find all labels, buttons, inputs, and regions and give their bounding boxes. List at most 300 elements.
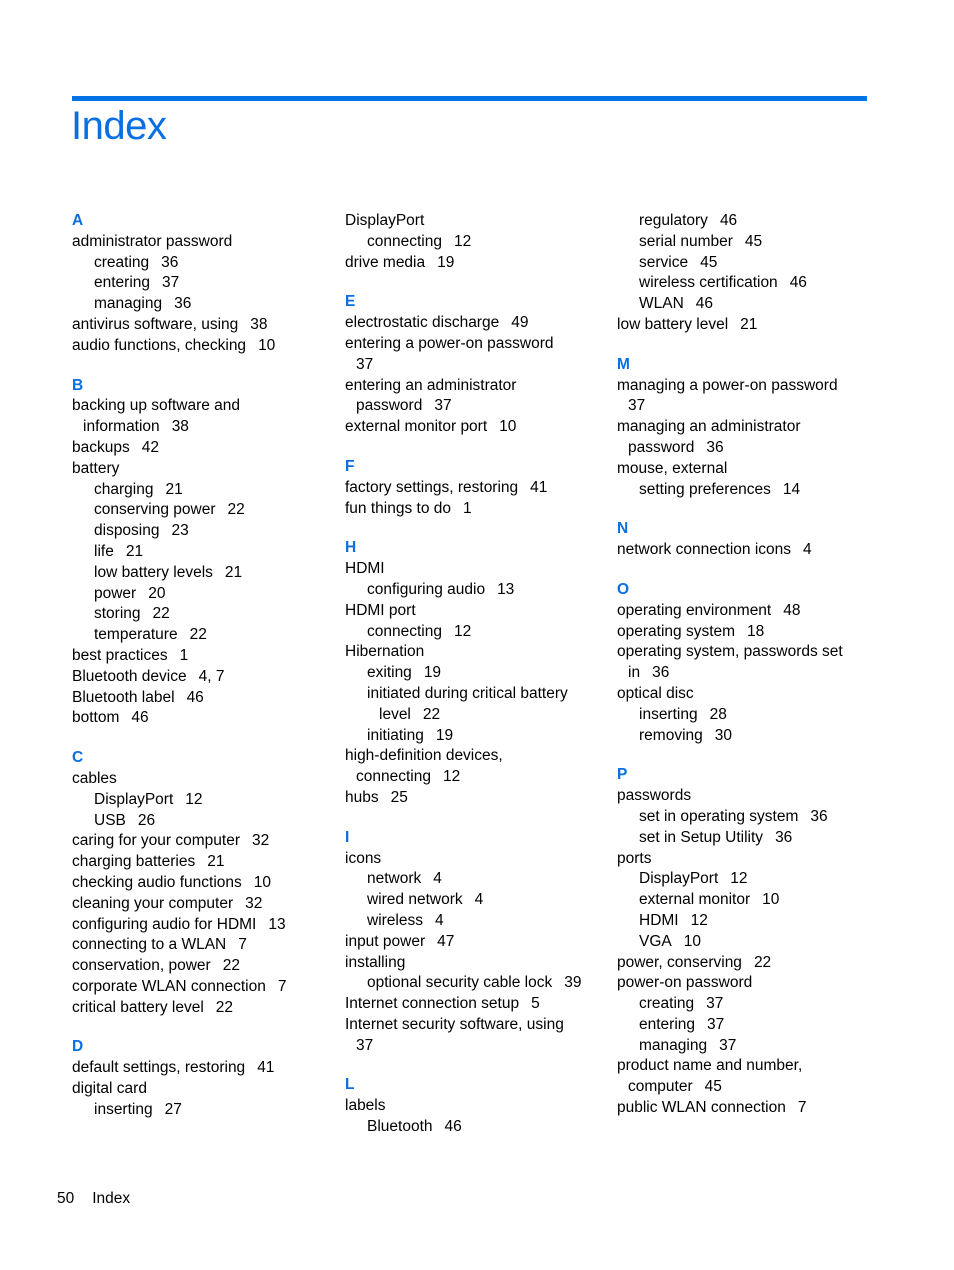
page-ref[interactable]: 46 (719, 212, 738, 229)
entry-term: passwords (617, 787, 692, 805)
index-subentry (617, 911, 877, 932)
index-subentry (617, 211, 877, 232)
index-entry (617, 786, 877, 807)
page-ref[interactable]: 39 (564, 974, 582, 992)
index-entry (72, 667, 322, 688)
index-entry (72, 998, 322, 1019)
entry-term: inserting (94, 1100, 153, 1118)
index-entry (345, 376, 605, 397)
entry-term: removing (639, 726, 703, 744)
page-number: 50 (57, 1190, 75, 1207)
entry-term: best practices (72, 646, 168, 664)
page-ref[interactable]: 48 (783, 601, 801, 619)
entry-term: operating system (617, 622, 736, 640)
index-subentry (617, 890, 877, 911)
section-gap (617, 561, 877, 580)
index-entry (345, 788, 605, 809)
entry-term: checking audio functions (72, 873, 242, 891)
index-entry (617, 376, 877, 397)
entry-term: information (83, 418, 160, 436)
footer-label: Index (92, 1190, 131, 1207)
index-subentry (617, 726, 877, 747)
index-entry (617, 642, 877, 663)
entry-term: backups (72, 438, 130, 456)
page-ref[interactable]: 21 (125, 542, 144, 560)
entry-term: drive media (345, 253, 426, 271)
page-ref[interactable]: 28 (709, 705, 727, 723)
page-ref[interactable]: 41 (257, 1059, 275, 1077)
index-subentry (617, 932, 877, 953)
entry-term: labels (345, 1097, 386, 1115)
index-entry (345, 417, 605, 438)
page-ref[interactable]: 1 (463, 499, 472, 517)
entry-term: VGA (639, 932, 672, 950)
page-ref[interactable]: 49 (511, 314, 529, 332)
entry-term: password (356, 397, 423, 415)
page-ref[interactable]: 12 (690, 911, 708, 929)
page-ref[interactable]: 38 (171, 418, 189, 436)
entry-term: entering (639, 1015, 696, 1033)
page-ref[interactable]: 4, 7 (198, 667, 225, 685)
page-ref[interactable]: 22 (227, 501, 245, 519)
page-ref[interactable]: 12 (730, 870, 748, 888)
entry-term: operating system, passwords set (617, 643, 843, 661)
entry-term: factory settings, restoring (345, 478, 519, 496)
index-subentry (72, 500, 322, 521)
index-subentry (345, 1117, 605, 1138)
entry-term: hubs (345, 788, 379, 806)
entry-term: icons (345, 849, 382, 867)
index-entry (345, 746, 605, 767)
index-subentry (617, 828, 877, 849)
section-letter: B (72, 376, 84, 394)
section-gap (345, 438, 605, 457)
index-entry (72, 417, 322, 438)
page-ref[interactable]: 22 (152, 605, 170, 623)
index-entry (72, 315, 322, 336)
entry-term: network (367, 870, 422, 888)
page-ref[interactable]: 37 (706, 995, 724, 1013)
page-ref[interactable]: 10 (683, 932, 701, 950)
entry-term: charging (94, 480, 154, 498)
page-ref[interactable]: 41 (530, 478, 548, 496)
index-entry (72, 852, 322, 873)
index-entry (617, 1056, 877, 1077)
page-ref[interactable]: 22 (753, 953, 772, 971)
entry-term: product name and number, (617, 1057, 803, 1075)
entry-term: high-definition devices, (345, 747, 503, 765)
entry-term: cleaning your computer (72, 894, 234, 912)
index-subentry (72, 790, 322, 811)
entry-term: default settings, restoring (72, 1059, 246, 1077)
page-ref[interactable]: 12 (185, 790, 203, 808)
entry-term: 37 (628, 397, 646, 415)
entry-term: public WLAN connection (617, 1099, 786, 1117)
entry-term: power, conserving (617, 953, 742, 971)
page-ref[interactable]: 46 (131, 709, 149, 727)
page-ref[interactable]: 12 (453, 622, 472, 640)
entry-term: caring for your computer (72, 832, 240, 850)
entry-term: managing a power-on password (617, 376, 838, 394)
index-entry (617, 1077, 877, 1098)
index-entry (617, 459, 877, 480)
index-subentry (617, 294, 877, 315)
page-ref[interactable]: 10 (762, 891, 780, 909)
page-ref[interactable]: 14 (782, 480, 801, 498)
page-ref[interactable]: 21 (224, 563, 243, 581)
index-entry (72, 396, 322, 417)
page-ref[interactable]: 1 (179, 646, 189, 664)
page-ref[interactable]: 22 (422, 705, 441, 723)
index-entry (345, 994, 605, 1015)
section-letter: E (345, 293, 356, 311)
section-gap (72, 357, 322, 376)
page-ref[interactable]: 21 (740, 315, 758, 333)
index-column-3 (617, 211, 877, 1119)
page-ref[interactable]: 26 (137, 811, 156, 829)
entry-term: fun things to do (345, 499, 451, 517)
entry-term: power (94, 584, 137, 602)
page-ref[interactable]: 46 (444, 1118, 462, 1136)
index-subentry (617, 705, 877, 726)
entry-term: entering an administrator (345, 376, 517, 394)
page-ref[interactable]: 22 (215, 998, 234, 1016)
entry-term: temperature (94, 626, 178, 644)
index-entry (345, 396, 605, 417)
entry-term: creating (639, 995, 695, 1013)
entry-term: backing up software and (72, 397, 241, 415)
page-ref[interactable]: 5 (531, 995, 540, 1013)
section-letter: I (345, 828, 350, 846)
entry-term: network connection icons (617, 541, 792, 559)
index-subentry (72, 294, 322, 315)
entry-term: connecting (356, 768, 431, 786)
entry-term: Internet connection setup (345, 995, 520, 1013)
entry-term: setting preferences (639, 480, 771, 498)
index-subentry (617, 994, 877, 1015)
index-entry (72, 977, 322, 998)
index-entry (345, 478, 605, 499)
index-subentry (617, 232, 877, 253)
entry-term: bottom (72, 709, 120, 727)
entry-term: disposing (94, 522, 160, 540)
index-entry (345, 932, 605, 953)
index-entry (72, 438, 322, 459)
index-subentry (617, 807, 877, 828)
index-entry (72, 894, 322, 915)
page-ref[interactable]: 20 (148, 584, 166, 602)
index-entry (617, 663, 877, 684)
section-letter: N (617, 520, 629, 538)
page-ref[interactable]: 13 (497, 580, 515, 598)
entry-term: installing (345, 953, 406, 971)
index-entry (617, 438, 877, 459)
entry-term: DisplayPort (345, 212, 425, 229)
index-subentry (72, 604, 322, 625)
entry-term: wireless certification (639, 274, 778, 292)
index-subentry (345, 911, 605, 932)
page-ref[interactable]: 13 (268, 915, 286, 933)
page-ref[interactable]: 27 (164, 1100, 182, 1118)
page-ref[interactable]: 10 (499, 418, 517, 436)
index-entry (345, 334, 605, 355)
entry-term: audio functions, checking (72, 336, 247, 354)
page-ref[interactable]: 7 (277, 977, 287, 995)
entry-term: external monitor (639, 891, 751, 909)
page-ref[interactable]: 12 (453, 232, 472, 250)
index-entry (617, 540, 877, 561)
index-subentry (72, 1100, 322, 1121)
page-ref[interactable]: 4 (434, 911, 444, 929)
section-letter: M (617, 355, 630, 373)
index-subentry (617, 273, 877, 294)
page-ref[interactable]: 21 (207, 853, 225, 871)
entry-term: Bluetooth device (72, 667, 187, 685)
entry-term: regulatory (639, 212, 708, 229)
page-ref[interactable]: 22 (222, 957, 240, 975)
index-subentry (345, 705, 605, 726)
section-gap (72, 729, 322, 748)
index-entry (72, 956, 322, 977)
index-subentry (345, 232, 605, 253)
page-ref[interactable]: 36 (706, 438, 724, 456)
index-subentry (72, 253, 322, 274)
page-ref[interactable]: 19 (423, 664, 442, 682)
index-subentry (72, 542, 322, 563)
section-letter: L (345, 1076, 355, 1094)
entry-term: HDMI port (345, 601, 416, 619)
index-subentry (72, 563, 322, 584)
index-subentry (72, 480, 322, 501)
entry-term: managing (94, 295, 163, 313)
entry-term: DisplayPort (94, 790, 174, 808)
entry-term: in (628, 664, 641, 682)
page-footer (57, 1190, 130, 1208)
page-ref[interactable]: 32 (252, 832, 270, 850)
entry-term: exiting (367, 664, 412, 682)
entry-term: managing (639, 1036, 708, 1054)
index-entry (345, 1015, 605, 1036)
page-ref[interactable]: 36 (161, 253, 179, 271)
entry-term: initiating (367, 726, 424, 744)
index-subentry (72, 584, 322, 605)
index-entry (345, 1036, 605, 1057)
entry-term: Bluetooth (367, 1118, 433, 1136)
index-subentry (345, 973, 605, 994)
page-ref[interactable]: 36 (810, 807, 828, 825)
section-letter: P (617, 766, 628, 784)
index-entry (345, 953, 605, 974)
entry-term: set in operating system (639, 807, 799, 825)
page-ref[interactable]: 37 (707, 1015, 725, 1033)
page-ref[interactable]: 12 (442, 768, 461, 786)
entry-term: entering a power-on password (345, 334, 554, 352)
index-entry (345, 601, 605, 622)
index-entry (72, 873, 322, 894)
entry-term: Hibernation (345, 643, 425, 661)
entry-term: connecting (367, 622, 442, 640)
entry-term: corporate WLAN connection (72, 977, 266, 995)
entry-term: connecting (367, 232, 442, 250)
index-subentry (345, 622, 605, 643)
page-ref[interactable]: 38 (250, 315, 268, 333)
page-ref[interactable]: 23 (171, 522, 189, 540)
entry-term: configuring audio (367, 580, 486, 598)
entry-term: administrator password (72, 232, 233, 250)
index-entry (617, 315, 877, 336)
title-rule (72, 96, 867, 101)
index-entry (617, 396, 877, 417)
page-ref[interactable]: 25 (390, 788, 408, 806)
page-ref[interactable]: 10 (258, 336, 276, 354)
page-ref[interactable]: 36 (652, 664, 670, 682)
page-ref[interactable]: 36 (775, 828, 793, 846)
page-ref[interactable]: 7 (797, 1099, 807, 1117)
index-subentry (72, 521, 322, 542)
index-entry (345, 211, 605, 232)
index-entry (72, 935, 322, 956)
entry-term: 37 (356, 355, 374, 373)
page-ref[interactable]: 36 (174, 295, 192, 313)
index-entry (72, 769, 322, 790)
page-ref[interactable]: 37 (719, 1036, 737, 1054)
section-gap (345, 1056, 605, 1075)
index-subentry (617, 1036, 877, 1057)
entry-term: operating environment (617, 601, 772, 619)
page-ref[interactable]: 7 (238, 936, 247, 954)
page-ref[interactable]: 47 (437, 932, 455, 950)
entry-term: initiated during critical battery (367, 684, 568, 702)
page-ref[interactable]: 21 (165, 480, 183, 498)
index-entry (72, 336, 322, 357)
index-subentry (345, 663, 605, 684)
entry-term: serial number (639, 232, 733, 250)
entry-term: DisplayPort (639, 870, 719, 888)
page-ref[interactable]: 19 (435, 726, 454, 744)
entry-term: ports (617, 849, 652, 867)
index-subentry (617, 869, 877, 890)
entry-term: HDMI (345, 560, 385, 578)
entry-term: WLAN (639, 295, 684, 313)
entry-term: entering (94, 274, 151, 292)
section-gap (617, 746, 877, 765)
page-ref[interactable]: 45 (704, 1078, 722, 1096)
page-ref[interactable]: 37 (162, 274, 180, 292)
page-ref[interactable]: 45 (700, 253, 718, 271)
section-gap (345, 809, 605, 828)
index-entry (72, 459, 322, 480)
index-entry (345, 1096, 605, 1117)
entry-term: optional security cable lock (367, 974, 553, 992)
index-subentry (345, 580, 605, 601)
section-gap (617, 500, 877, 519)
page-ref[interactable]: 22 (189, 626, 207, 644)
index-entry (345, 559, 605, 580)
index-entry (617, 622, 877, 643)
entry-term: optical disc (617, 684, 694, 702)
entry-term: level (379, 705, 411, 723)
entry-term: low battery level (617, 315, 729, 333)
index-entry (345, 849, 605, 870)
entry-term: electrostatic discharge (345, 314, 500, 332)
entry-term: conserving power (94, 501, 216, 519)
index-subentry (617, 253, 877, 274)
index-entry (617, 953, 877, 974)
index-entry (72, 915, 322, 936)
page-ref[interactable]: 4 (803, 541, 812, 559)
index-subentry (345, 890, 605, 911)
index-entry (72, 831, 322, 852)
page-ref[interactable]: 4 (474, 891, 484, 909)
entry-term: configuring audio for HDMI (72, 915, 257, 933)
page-ref[interactable]: 46 (789, 274, 807, 292)
page-ref[interactable]: 4 (433, 870, 442, 888)
index-entry (72, 688, 322, 709)
index-entry (617, 973, 877, 994)
entry-term: managing an administrator (617, 418, 801, 436)
section-letter: H (345, 539, 357, 557)
entry-term: conservation, power (72, 957, 211, 975)
index-entry (617, 684, 877, 705)
index-entry (617, 1098, 877, 1119)
entry-term: charging batteries (72, 853, 196, 871)
index-column-2 (345, 211, 605, 1138)
index-subentry (345, 726, 605, 747)
index-entry (345, 313, 605, 334)
page-ref[interactable]: 42 (141, 438, 159, 456)
index-entry (72, 1079, 322, 1100)
entry-term: wireless (367, 911, 423, 929)
entry-term: HDMI (639, 911, 679, 929)
section-letter: D (72, 1038, 84, 1056)
page-ref[interactable]: 30 (714, 726, 732, 744)
section-gap (345, 273, 605, 292)
entry-term: low battery levels (94, 563, 213, 581)
entry-term: set in Setup Utility (639, 828, 764, 846)
index-subentry (617, 1015, 877, 1036)
index-entry (345, 642, 605, 663)
section-gap (617, 336, 877, 355)
page-ref[interactable]: 46 (186, 688, 204, 706)
entry-term: external monitor port (345, 418, 488, 436)
index-entry (617, 849, 877, 870)
entry-term: Bluetooth label (72, 688, 175, 706)
entry-term: power-on password (617, 974, 753, 992)
entry-term: wired network (367, 891, 463, 909)
index-entry (345, 355, 605, 376)
entry-term: connecting to a WLAN (72, 936, 227, 954)
page-ref[interactable]: 45 (744, 232, 763, 250)
page-ref[interactable]: 10 (253, 873, 272, 891)
page-ref[interactable]: 32 (245, 894, 263, 912)
entry-term: input power (345, 932, 426, 950)
entry-term: Internet security software, using (345, 1015, 564, 1033)
index-entry (72, 646, 322, 667)
entry-term: service (639, 253, 689, 271)
entry-term: password (628, 438, 695, 456)
section-gap (72, 1018, 322, 1037)
entry-term: storing (94, 605, 141, 623)
page-ref[interactable]: 46 (695, 295, 714, 313)
page-ref[interactable]: 18 (747, 622, 765, 640)
page-ref[interactable]: 19 (437, 253, 455, 271)
index-column-1 (72, 211, 322, 1121)
section-letter: C (72, 749, 84, 767)
page-title: Index (71, 104, 167, 148)
page-ref[interactable]: 37 (434, 397, 452, 415)
index-entry (345, 499, 605, 520)
index-subentry (617, 480, 877, 501)
